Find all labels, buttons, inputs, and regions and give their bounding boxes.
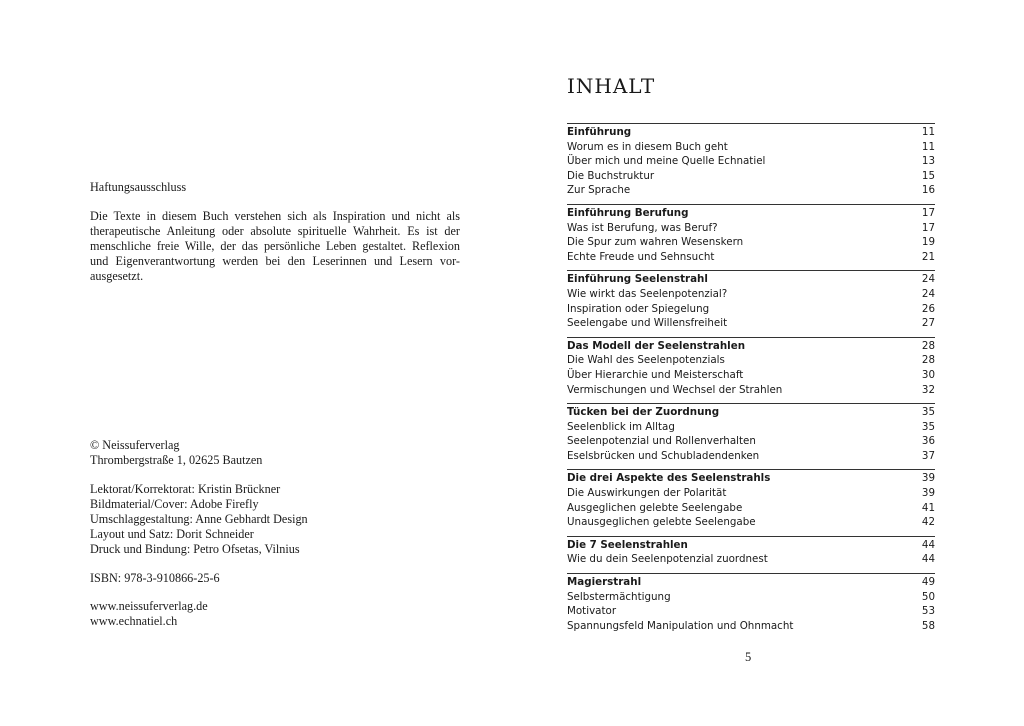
toc-entry-page: 21 [921,250,935,263]
toc-entry-page: 35 [921,420,935,433]
toc-entry [567,250,935,265]
credit-line: Bildmaterial/Cover: Adobe Firefly [90,497,259,511]
toc-entry-page: 17 [921,221,935,234]
toc-entry-page: 11 [921,126,935,138]
toc-entry-page: 44 [921,538,935,551]
toc-entry-title: Ausgeglichen gelebte Seelengabe [567,501,743,514]
toc-entry [567,449,935,464]
toc-entry-page: 16 [921,184,935,197]
toc-entry-page: 11 [921,140,935,153]
publisher-block [90,438,262,468]
toc-section [567,337,935,397]
toc-entry [567,552,935,567]
toc-entry-title: Wie du dein Seelenpotenzial zuordnest [567,553,768,566]
toc-entry-title: Unausgeglichen gelebte Seelengabe [567,516,756,529]
toc-section [567,403,935,463]
toc-entry-page: 41 [921,501,935,514]
toc-section-heading [567,471,935,486]
toc-entry [567,183,935,198]
disclaimer-text [90,209,460,284]
toc-entry-page: 24 [921,273,935,286]
disclaimer-line: Die Texte in diesem Buch verstehen sich als Inspiration und nicht als [90,209,460,223]
toc-entry-title: Über mich und meine Quelle Echnatiel [567,155,766,168]
toc-entry [567,316,935,331]
toc-entry [567,515,935,530]
disclaimer-line: und Eigenverantwortung werden bei den Leserinnen und Lesern vor- [90,254,460,268]
toc-entry-title: Zur Sprache [567,184,631,197]
toc-section [567,536,935,567]
toc-entry-title: Motivator [567,605,617,618]
toc-entry-page: 35 [921,406,935,419]
toc-section-heading [567,405,935,420]
toc-entry-page: 27 [921,317,935,330]
toc-entry-page: 42 [921,516,935,529]
toc-section-heading [567,125,935,140]
toc-entry [567,604,935,619]
toc-entry-title: Magierstrahl [567,576,642,589]
toc-entry [567,486,935,501]
toc-entry-title: Echte Freude und Sehnsucht [567,250,715,263]
publisher-address: Thrombergstraße 1, 02625 Bautzen [90,453,263,467]
toc-section [567,204,935,264]
disclaimer-line: menschliche freie Wille, der das persönliche Leben gestaltet. Reflexion [90,239,460,253]
toc-section [567,123,935,198]
toc-entry-title: Inspiration oder Spiegelung [567,302,710,315]
toc-entry [567,383,935,398]
toc-entry-page: 13 [921,155,935,168]
toc-entry-page: 19 [921,236,935,249]
credit-line: Umschlaggestaltung: Anne Gebhardt Design [90,512,308,526]
credit-line: Layout und Satz: Dorit Schneider [90,527,254,541]
toc-entry-title: Vermischungen und Wechsel der Strahlen [567,383,783,396]
website-link: www.neissuferverlag.de [90,599,208,613]
toc-entry-page: 50 [921,590,935,603]
toc-entry-title: Seelengabe und Willensfreiheit [567,317,728,330]
toc-entry [567,221,935,236]
toc-entry-page: 37 [921,449,935,462]
toc-entry-page: 49 [921,576,935,589]
toc-entry [567,169,935,184]
toc-entry-page: 15 [921,169,935,182]
toc-entry-title: Seelenpotenzial und Rollenverhalten [567,435,756,448]
toc-entry-title: Wie wirkt das Seelenpotenzial? [567,287,728,300]
table-of-contents [567,123,935,639]
toc-entry-page: 17 [921,206,935,219]
toc-heading: INHALT [567,74,656,98]
publisher-name: © Neissuferverlag [90,438,180,452]
toc-entry-title: Die Auswirkungen der Polarität [567,487,727,500]
toc-entry [567,590,935,605]
website-link: www.echnatiel.ch [90,614,178,628]
toc-entry-title: Einführung [567,126,632,138]
toc-entry-title: Seelenblick im Alltag [567,420,675,433]
toc-entry-title: Die Spur zum wahren Wesenskern [567,236,744,249]
toc-entry [567,434,935,449]
toc-entry-title: Tücken bei der Zuordnung [567,406,720,419]
toc-section-heading [567,339,935,354]
toc-entry-page: 44 [921,553,935,566]
disclaimer-line: therapeutische Anleitung oder absolute spirituelle Wahrheit. Es ist der [90,224,460,238]
toc-entry-title: Das Modell der Seelenstrahlen [567,339,746,352]
toc-entry-title: Worum es in diesem Buch geht [567,140,728,153]
toc-entry-page: 53 [921,605,935,618]
toc-entry-page: 30 [921,368,935,381]
toc-section-heading [567,206,935,221]
toc-entry-title: Über Hierarchie und Meisterschaft [567,368,744,381]
isbn-block [90,571,220,586]
toc-section-heading [567,272,935,287]
toc-section [567,469,935,529]
credit-line: Druck und Bindung: Petro Ofsetas, Vilnius [90,542,300,556]
credit-line: Lektorat/Korrektorat: Kristin Brückner [90,482,281,496]
toc-entry-title: Selbstermächtigung [567,590,671,603]
toc-entry [567,302,935,317]
toc-entry-title: Die Buchstruktur [567,169,655,182]
toc-entry-title: Einführung Berufung [567,206,689,219]
toc-entry [567,501,935,516]
toc-entry-page: 28 [921,354,935,367]
disclaimer-title: Haftungsausschluss [90,180,187,194]
isbn-number: ISBN: 978-3-910866-25-6 [90,571,220,585]
toc-entry-page: 39 [921,472,935,485]
toc-entry [567,287,935,302]
toc-section-heading [567,538,935,553]
toc-entry-title: Spannungsfeld Manipulation und Ohnmacht [567,619,794,632]
left-page [90,0,460,726]
toc-entry [567,619,935,634]
right-page [567,0,935,726]
toc-entry-page: 32 [921,383,935,396]
toc-entry-title: Eselsbrücken und Schubladendenken [567,449,760,462]
toc-entry [567,368,935,383]
toc-entry-title: Die Wahl des Seelenpotenzials [567,354,725,367]
toc-entry-page: 28 [921,339,935,352]
credits-block [90,482,308,557]
toc-entry-page: 26 [921,302,935,315]
toc-entry-page: 36 [921,435,935,448]
toc-entry [567,140,935,155]
disclaimer-line: ausgesetzt. [90,269,144,283]
toc-entry-page: 24 [921,287,935,300]
toc-entry-title: Einführung Seelenstrahl [567,273,708,286]
toc-section-heading [567,575,935,590]
website-block [90,599,208,629]
toc-entry [567,420,935,435]
toc-entry [567,353,935,368]
toc-entry [567,235,935,250]
toc-entry [567,154,935,169]
toc-entry-page: 58 [921,619,935,632]
toc-section [567,573,935,633]
page-number: 5 [745,650,752,664]
toc-entry-title: Die 7 Seelenstrahlen [567,538,688,551]
toc-entry-page: 39 [921,487,935,500]
toc-entry-title: Die drei Aspekte des Seelenstrahls [567,472,771,485]
toc-section [567,270,935,330]
toc-entry-title: Was ist Berufung, was Beruf? [567,221,718,234]
